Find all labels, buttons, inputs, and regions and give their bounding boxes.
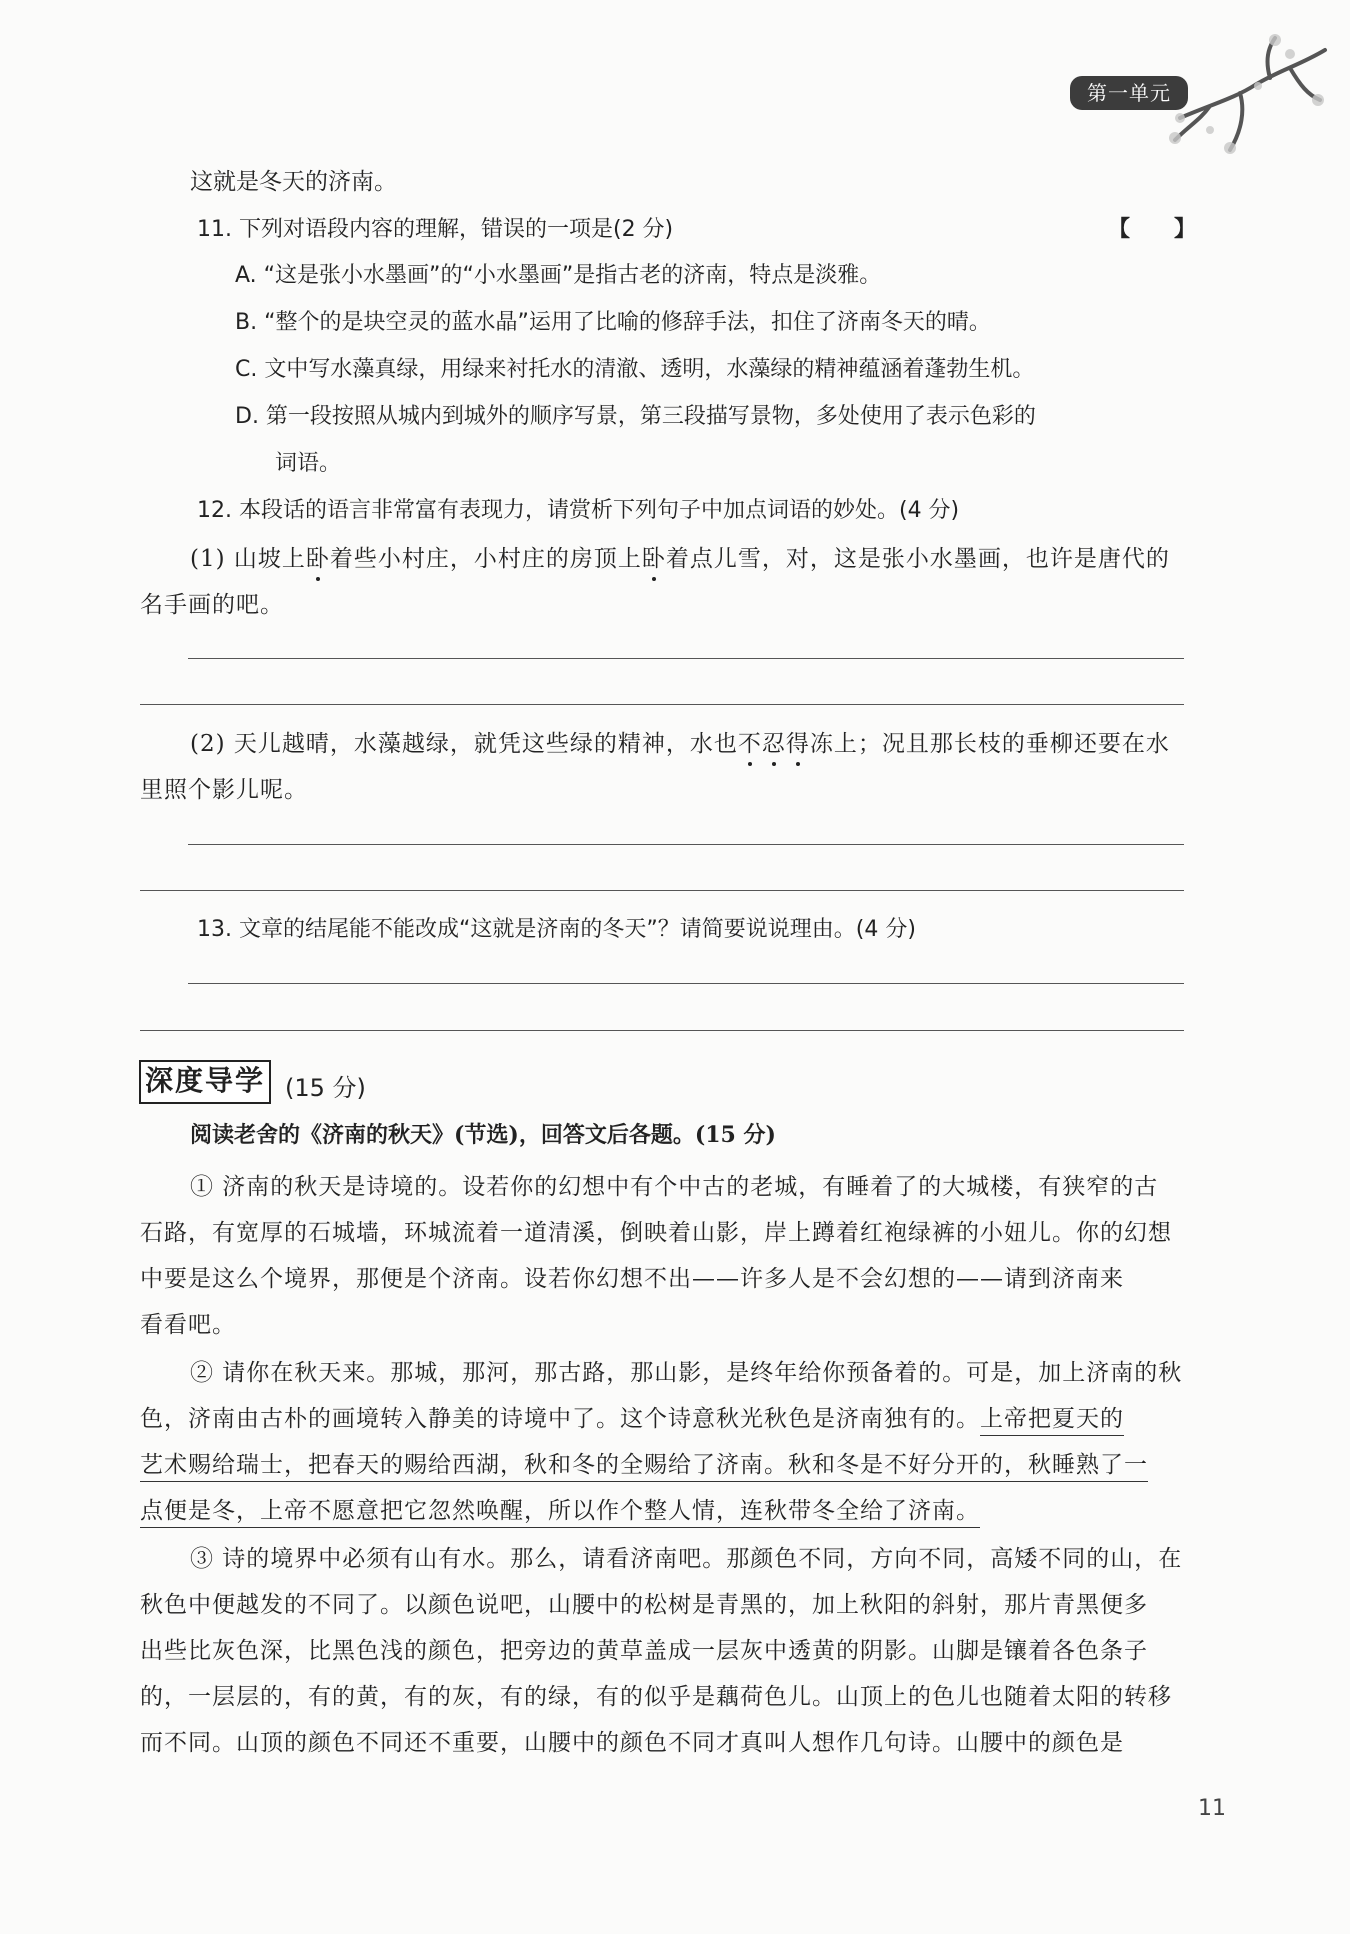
unit-tab: 第一单元 (1070, 76, 1188, 110)
article-p2-line-2 (140, 1400, 1124, 1433)
article-p3-line-3: 出些比灰色深，比黑色浅的颜色，把旁边的黄草盖成一层灰中透黄的阴影。山脚是镶着各色条子 (140, 1638, 1148, 1664)
answer-line-q13-a[interactable] (188, 983, 1184, 984)
q12-sentence-1-cont: 名手画的吧。 (140, 592, 284, 618)
q12-s2-part-a: (2) 天儿越晴，水藻越绿，就凭这些绿的精神，水也 (190, 731, 738, 757)
article-p2-underlined-mid: 艺术赐给瑞士，把春天的赐给西湖，秋和冬的全赐给了济南。秋和冬是不好分开的，秋睡熟了一 (140, 1452, 1148, 1482)
answer-line-q13-b[interactable] (140, 1030, 1184, 1031)
q12-stem: 12. 本段话的语言非常富有表现力，请赏析下列句子中加点词语的妙处。(4 分) (197, 498, 960, 523)
section-intro: 阅读老舍的《济南的秋天》(节选)，回答文后各题。(15 分) (190, 1122, 776, 1148)
article-p1-line-2: 石路，有宽厚的石城墙，环城流着一道清溪，倒映着山影，岸上蹲着红袍绿裤的小妞儿。你的幻想 (140, 1220, 1172, 1246)
q11-stem: 11. 下列对语段内容的理解，错误的一项是(2 分) (197, 217, 674, 242)
article-p2-line-3 (140, 1446, 1148, 1479)
answer-line-q12-1b[interactable] (140, 704, 1184, 705)
q11-option-a[interactable]: A. “这是张小水墨画”的“小水墨画”是指古老的济南，特点是淡雅。 (235, 263, 882, 288)
article-p3-line-1: ③ 诗的境界中必须有山有水。那么，请看济南吧。那颜色不同，方向不同，高矮不同的山，在 (190, 1546, 1183, 1572)
q12-sentence-2-cont: 里照个影儿呢。 (140, 777, 308, 803)
q12-sentence-2 (190, 725, 1170, 758)
article-p2-underlined-start: 上帝把夏天的 (980, 1406, 1124, 1436)
answer-line-q12-2b[interactable] (140, 890, 1184, 891)
q12-s2-dotted-word-2: 忍 (762, 725, 786, 758)
section-title: 深度导学 (139, 1060, 271, 1104)
article-p1-line-3: 中要是这么个境界，那便是个济南。设若你幻想不出——许多人是不会幻想的——请到济南来 (140, 1266, 1124, 1292)
q12-s2-dotted-word-1: 不 (738, 725, 762, 758)
section-score: (15 分) (285, 1074, 366, 1102)
q12-s1-part-a: (1) 山坡上 (190, 546, 306, 572)
answer-line-q12-1a[interactable] (188, 658, 1184, 659)
article-p3-line-2: 秋色中便越发的不同了。以颜色说吧，山腰中的松树是青黑的，加上秋阳的斜射，那片青黑便多 (140, 1592, 1148, 1618)
article-p1-line-1: ① 济南的秋天是诗境的。设若你的幻想中有个中古的老城，有睡着了的大城楼，有狭窄的古 (190, 1174, 1159, 1200)
article-p2-underlined-end: 点便是冬，上帝不愿意把它忽然唤醒，所以作个整人情，连秋带冬全给了济南。 (140, 1498, 980, 1528)
q12-s1-part-c: 着些小村庄，小村庄的房顶上 (329, 546, 642, 572)
q13-stem: 13. 文章的结尾能不能改成“这就是济南的冬天”？请简要说说理由。(4 分) (197, 917, 916, 942)
page-number: 11 (1198, 1796, 1226, 1821)
q11-option-c[interactable]: C. 文中写水藻真绿，用绿来衬托水的清澈、透明，水藻绿的精神蕴涵着蓬勃生机。 (235, 357, 1035, 382)
q11-option-d-cont: 词语。 (275, 451, 342, 476)
passage-end-line: 这就是冬天的济南。 (190, 169, 397, 195)
answer-line-q12-2a[interactable] (188, 844, 1184, 845)
q12-s1-dotted-word-1: 卧 (306, 540, 330, 573)
article-p2-line-2-plain: 色，济南由古朴的画境转入静美的诗境中了。这个诗意秋光秋色是济南独有的。 (140, 1406, 980, 1432)
q12-sentence-1 (190, 540, 1170, 573)
q12-s2-part-c: 冻上；况且那长枝的垂柳还要在水 (809, 731, 1170, 757)
q11-answer-bracket[interactable]: 【 】 (1108, 217, 1197, 242)
article-p1-line-4: 看看吧。 (140, 1312, 236, 1338)
article-p3-line-5: 而不同。山顶的颜色不同还不重要，山腰中的颜色不同才真叫人想作几句诗。山腰中的颜色是 (140, 1730, 1124, 1756)
article-p3-line-4: 的，一层层的，有的黄，有的灰，有的绿，有的似乎是藕荷色儿。山顶上的色儿也随着太阳的转移 (140, 1684, 1172, 1710)
q12-s1-dotted-word-2: 卧 (642, 540, 666, 573)
article-p2-line-1: ② 请你在秋天来。那城，那河，那古路，那山影，是终年给你预备着的。可是，加上济南的秋 (190, 1360, 1183, 1386)
article-p2-line-4 (140, 1492, 980, 1525)
q12-s2-dotted-word-3: 得 (786, 725, 810, 758)
q12-s1-part-e: 着点儿雪，对，这是张小水墨画，也许是唐代的 (665, 546, 1170, 572)
q11-option-d[interactable]: D. 第一段按照从城内到城外的顺序写景，第三段描写景物，多处使用了表示色彩的 (235, 404, 1036, 429)
q11-option-b[interactable]: B. “整个的是块空灵的蓝水晶”运用了比喻的修辞手法，扣住了济南冬天的晴。 (235, 310, 991, 335)
